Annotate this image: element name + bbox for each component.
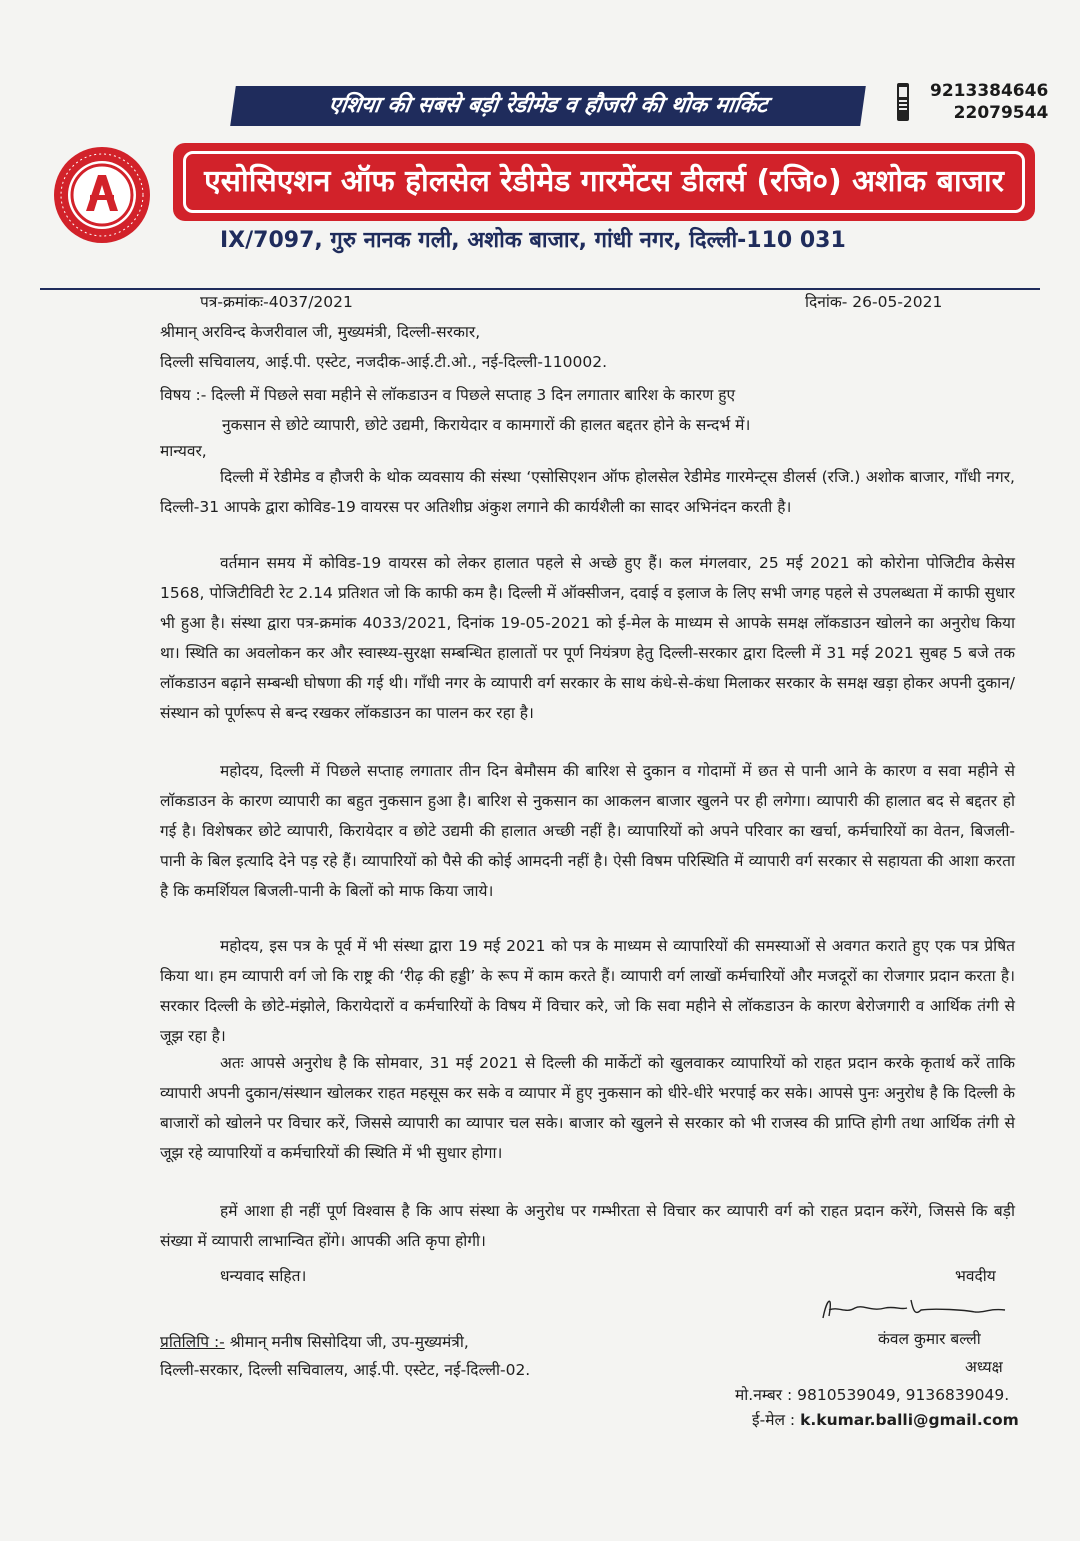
copy-to-line-2: दिल्ली-सरकार, दिल्ली सचिवालय, आई.पी. एस्टेट, नई-दिल्ली-02. [160, 1361, 531, 1379]
recipient-line-1: श्रीमान् अरविन्द केजरीवाल जी, मुख्यमंत्री, दिल्ली-सरकार, [160, 323, 481, 341]
salutation: मान्यवर, [160, 442, 207, 460]
closing: भवदीय [955, 1267, 996, 1285]
mobile-numbers: 9810539049, 9136839049. [797, 1386, 1010, 1404]
mobile-phone-icon [895, 82, 911, 122]
paragraph-2 [160, 548, 1015, 728]
reference-number: पत्र-क्रमांकः-4037/2021 [200, 293, 353, 311]
paragraph-text: अतः आपसे अनुरोध है कि सोमवार, 31 मई 2021 से दिल्ली की मार्केटों को खुलवाकर व्यापारियों को राहत प्रदान करके कृतार्थ करें ताकि व्यापारी अपनी दुकान/संस्थान खोलकर राहत महसूस कर सके व व्यापार में हुए नुकसान को धीरे-धीरे भरपाई कर सके। आपसे पुनः अनुरोध है कि दिल्ली के बाजारों को खोलने पर विचार करें, जिससे व्यापारी का व्यापार चल सके। बाजार को खुलने से सरकार को भी राजस्व की प्राप्ति होगी तथा आर्थिक तंगी से जूझ रहे व्यापारियों व कर्मचारियों की स्थिति में भी सुधार होगा। [160, 1054, 1015, 1162]
office-address: IX/7097, गुरु नानक गली, अशोक बाजार, गांधी नगर, दिल्ली-110 031 [220, 228, 846, 253]
mobile-label: मो.नम्बर : [735, 1386, 793, 1404]
paragraph-text: महोदय, इस पत्र के पूर्व में भी संस्था द्वारा 19 मई 2021 को पत्र के माध्यम से व्यापारियों की समस्याओं से अवगत कराते हुए एक पत्र प्रेषित किया था। हम व्यापारी वर्ग जो कि राष्ट्र की ‘रीढ़ की हड्डी’ के रूप में काम करते हैं। व्यापारी वर्ग लाखों कर्मचारियों और मजदूरों का रोजगार प्रदान करता है। सरकार दिल्ली के छोटे-मंझोले, किरायेदारों व कर्मचारियों के विषय में विचार करे, जो कि सवा महीने से लॉकडाउन के कारण बेरोजगारी व आर्थिक तंगी से जूझ रहा है। [160, 937, 1015, 1045]
phone-number-2: 22079544 [953, 103, 1049, 123]
association-name: एसोसिएशन ऑफ होलसेल रेडीमेड गारमेंटस डीलर्स (रजि०) अशोक बाजार [183, 151, 1025, 213]
subject-line-1: विषय :- दिल्ली में पिछले सवा महीने से लॉकडाउन व पिछले सप्ताह 3 दिन लगातार बारिश के कारण हुए [160, 386, 736, 404]
copy-label: प्रतिलिपि :- [160, 1333, 225, 1351]
subject [160, 380, 1040, 440]
signature [815, 1288, 1015, 1324]
tagline-banner [230, 86, 866, 126]
letter-date: दिनांक- 26-05-2021 [805, 293, 943, 311]
recipient-line-2: दिल्ली सचिवालय, आई.पी. एस्टेट, नजदीक-आई.टी.ओ., नई-दिल्ली-110002. [160, 353, 608, 371]
paragraph-3 [160, 756, 1015, 906]
subject-line-2: नुकसान से छोटे व्यापारी, छोटे उद्यमी, किरायेदार व कामगारों की हालत बद्दतर होने के सन्दर्भ में। [222, 416, 751, 434]
paragraph-1 [160, 462, 1015, 522]
email-address: k.kumar.balli@gmail.com [800, 1411, 1019, 1429]
thanks-line: धन्यवाद सहित। [220, 1267, 307, 1285]
phone-number-1: 9213384646 [930, 81, 1049, 101]
paragraph-text: महोदय, दिल्ली में पिछले सप्ताह लगातार तीन दिन बेमौसम की बारिश से दुकान व गोदामों में छत से पानी आने के कारण व सवा महीने से लॉकडाउन के कारण व्यापारी का बहुत नुकसान हुआ है। बारिश से नुकसान का आकलन बाजार खुलने पर ही लगेगा। व्यापारी की हालात बद से बद्दतर हो गई है। विशेषकर छोटे व्यापारी, किरायेदार व छोटे उद्यमी की हालात अच्छी नहीं है। व्यापारियों को अपने परिवार का खर्चा, कर्मचारियों का वेतन, बिजली-पानी के बिल इत्यादि देने पड़ रहे हैं। व्यापारियों को पैसे की कोई आमदनी नहीं है। ऐसी विषम परिस्थिति में व्यापारी वर्ग सरकार से सहायता की आशा करता है कि कमर्शियल बिजली-पानी के बिलों को माफ किया जाये। [160, 762, 1015, 900]
paragraph-text: दिल्ली में रेडीमेड व हौजरी के थोक व्यवसाय की संस्था ‘एसोसिएशन ऑफ होलसेल रेडीमेड गारमेन्ट्स डीलर्स (रजि.) अशोक बाजार, गाँधी नगर, दिल्ली-31 आपके द्वारा कोविड-19 वायरस पर अतिशीघ्र अंकुश लगाने की कार्यशैली का सादर अभिनंदन करती है। [160, 468, 1015, 516]
copy-recipient: श्रीमान् मनीष सिसोदिया जी, उप-मुख्यमंत्री, [229, 1333, 469, 1351]
contact-email [752, 1405, 1019, 1435]
paragraph-text: वर्तमान समय में कोविड-19 वायरस को लेकर हालात पहले से अच्छे हुए हैं। कल मंगलवार, 25 मई 2021 को कोरोना पोजिटीव केसेस 1568, पोजिटीविटी रेट 2.14 प्रतिशत जो कि काफी कम है। दिल्ली में ऑक्सीजन, दवाई व इलाज के लिए सभी जगह पहले से उपलब्धता में काफी सुधार भी हुआ है। संस्था द्वारा पत्र-क्रमांक 4033/2021, दिनांक 19-05-2021 को ई-मेल के माध्यम से आपके समक्ष लॉकडाउन खोलने का अनुरोध किया था। स्थिति का अवलोकन कर और स्वास्थ्य-सुरक्षा सम्बन्धित हालातों पर पूर्ण नियंत्रण हेतु दिल्ली-सरकार द्वारा दिल्ली में 31 मई 2021 सुबह 5 बजे तक लॉकडाउन बढ़ाने सम्बन्धी घोषणा की गई थी। गाँधी नगर के व्यापारी वर्ग सरकार के साथ कंधे-से-कंधा मिलाकर सरकार के समक्ष खड़ा होकर अपनी दुकान/संस्थान को पूर्णरूप से बन्द रखकर लॉकडाउन का पालन कर रहा है। [160, 554, 1015, 722]
phone-numbers [930, 80, 1048, 124]
paragraph-5 [160, 1048, 1015, 1168]
tagline-text: एशिया की सबसे बड़ी रेडीमेड व हौजरी की थोक मार्किट [326, 93, 770, 118]
email-label: ई-मेल : [752, 1411, 796, 1429]
paragraph-4 [160, 931, 1015, 1051]
paragraph-text: हमें आशा ही नहीं पूर्ण विश्वास है कि आप संस्था के अनुरोध पर गम्भीरता से विचार कर व्यापारी वर्ग को राहत प्रदान करेंगे, जिससे कि बड़ी संख्या में व्यापारी लाभान्वित होंगे। आपकी अति कृपा होगी। [160, 1202, 1015, 1250]
signer-name: कंवल कुमार बल्ली [878, 1330, 981, 1348]
paragraph-6 [160, 1196, 1015, 1256]
copy-to-line-1 [160, 1327, 469, 1357]
association-logo [52, 145, 152, 245]
signer-designation: अध्यक्ष [965, 1358, 1003, 1376]
